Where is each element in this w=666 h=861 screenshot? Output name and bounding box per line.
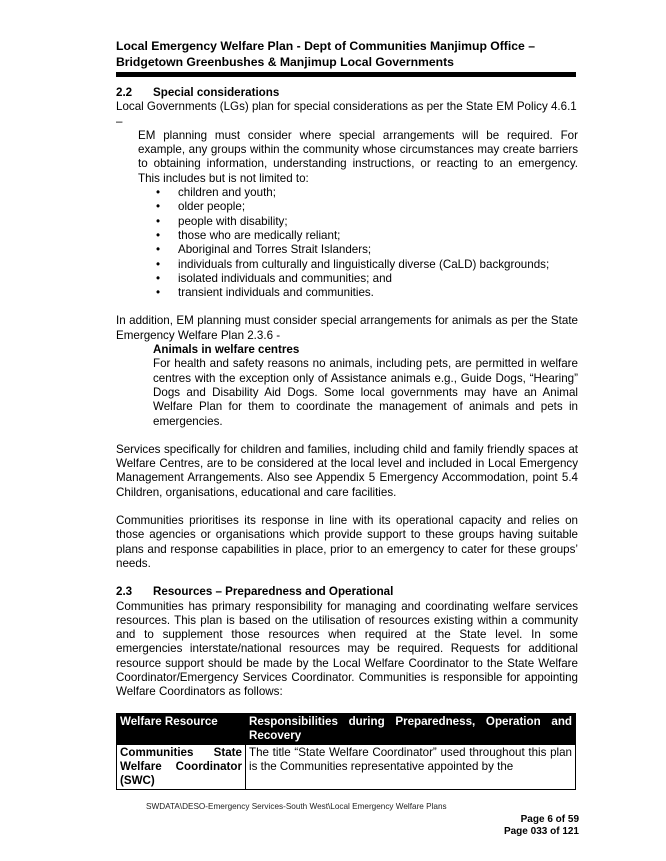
em-policy-quote: EM planning must consider where special arrangements will be required. For example, any groups within the community whose circumstances may create barriers to obtaining information, understanding instructions, or reacting to an emergency. This includes but is not limited to: [138, 128, 578, 185]
list-item: • individuals from culturally and linguistically diverse (CaLD) backgrounds; [178, 258, 578, 272]
header-line-1: Local Emergency Welfare Plan - Dept of Communities Manjimup Office – [116, 39, 535, 53]
list-item: • older people; [178, 200, 578, 214]
section-number: 2.3 [116, 585, 133, 599]
resources-paragraph: Communities has primary responsibility for managing and coordinating welfare services resources. This plan is based on the utilisation of resources existing within a community and to supplement those resources when required at the State level. In some emergencies interstate/national resources may be required. Requests for additional resource support should be made by the Local Welfare Coordinator to the State Welfare Coordinator/Emergency Services Coordinator. Communities is responsible for appointing Welfare Coordinators as follows: [116, 599, 578, 699]
table-cell: The title “State Welfare Coordinator” used throughout this plan is the Communities representative appointed by the [246, 744, 576, 789]
footer-file-path: SWDATA\DESO-Emergency Services-South West\Local Emergency Welfare Plans [146, 802, 447, 811]
section-number: 2.2 [116, 86, 133, 99]
page-header [116, 38, 576, 70]
welfare-resources-table [116, 713, 576, 790]
table-header-cell: Responsibilities during Preparedness, Operation and Recovery [246, 713, 576, 744]
special-considerations-intro: Local Governments (LGs) plan for special considerations as per the State EM Policy 4.6.1 – [116, 100, 577, 128]
header-line-2: Bridgetown Greenbushes & Manjimup Local Governments [116, 55, 454, 69]
list-item: • children and youth; [178, 186, 578, 200]
header-rule [116, 72, 576, 77]
table-row [117, 744, 576, 789]
communities-paragraph: Communities prioritises its response in line with its operational capacity and relies on those agencies or organisations which provide support to these groups having suitable plans and response capabilities in place, prior to an emergency to cater for these groups’ needs. [116, 514, 578, 570]
table-cell: Communities State Welfare Coordinator (SWC) [117, 744, 246, 789]
table-header-row [117, 713, 576, 744]
list-item: • people with disability; [178, 215, 578, 229]
list-item: • Aboriginal and Torres Strait Islanders; [178, 243, 578, 257]
list-item: • transient individuals and communities. [178, 286, 578, 300]
footer-document-page-number: Page 033 of 121 [503, 826, 579, 837]
section-2-3-heading [116, 585, 578, 599]
document-body [116, 86, 578, 790]
footer-page-number: Page 6 of 59 [520, 814, 579, 825]
section-2-2-heading [116, 86, 578, 100]
special-groups-list [116, 186, 578, 300]
animals-text: For health and safety reasons no animals, including pets, are permitted in welfare centres with the exception only of Assistance animals e.g., Guide Dogs, “Hearing” Dogs and Disability Aid Dogs. Some local governments may have an Animal Welfare Plan for them to coordinate the management of animals and pets in emergencies. [153, 357, 578, 428]
section-title: Resources – Preparedness and Operational [153, 585, 394, 599]
list-item: • isolated individuals and communities; and [178, 272, 578, 286]
animals-heading: Animals in welfare centres [153, 343, 300, 357]
list-item: • those who are medically reliant; [178, 229, 578, 243]
section-title: Special considerations [153, 86, 280, 99]
services-paragraph: Services specifically for children and families, including child and family friendly spaces at Welfare Centres, are to be considered at the local level and included in Local Emergency Management Arrangements. Also see Appendix 5 Emergency Accommodation, point 5.4 Children, organisations, educational and care facilities. [116, 442, 578, 499]
animals-intro: In addition, EM planning must consider special arrangements for animals as per the State Emergency Welfare Plan 2.3.6 - [116, 314, 578, 342]
table-header-cell: Welfare Resource [117, 713, 246, 744]
